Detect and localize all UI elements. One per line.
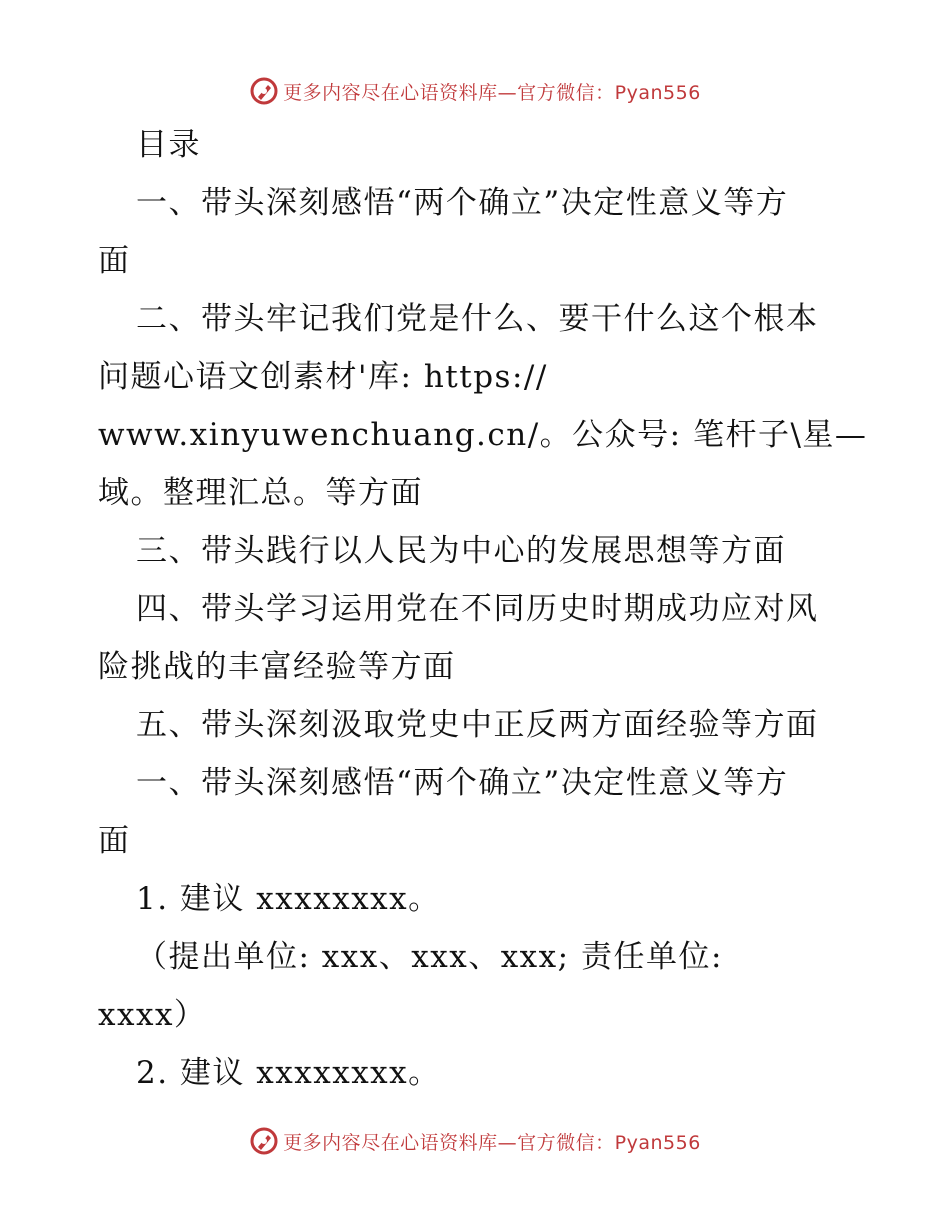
section-heading-1-cont: 面 bbox=[98, 823, 131, 859]
pen-circle-logo-icon bbox=[249, 76, 279, 106]
toc-item-1: 一、带头深刻感悟“两个确立”决定性意义等方 bbox=[136, 185, 789, 221]
toc-item-3: 三、带头践行以人民为中心的发展思想等方面 bbox=[136, 533, 786, 569]
section-heading-1: 一、带头深刻感悟“两个确立”决定性意义等方 bbox=[136, 765, 789, 801]
document-body bbox=[98, 116, 868, 1102]
pen-circle-logo-icon bbox=[249, 1126, 279, 1156]
toc-heading: 目录 bbox=[136, 127, 201, 163]
suggestion-1-units-cont: xxxx） bbox=[98, 997, 207, 1033]
suggestion-1-units: （提出单位: xxx、xxx、xxx; 责任单位: bbox=[136, 939, 723, 975]
suggestion-1: 1. 建议 xxxxxxxx。 bbox=[136, 881, 441, 917]
footer-watermark bbox=[0, 1121, 950, 1161]
header-watermark bbox=[0, 71, 950, 111]
toc-item-4-cont: 险挑战的丰富经验等方面 bbox=[98, 649, 456, 685]
toc-item-2-cont-2: www.xinyuwenchuang.cn/。公众号: 笔杆子\星— bbox=[98, 417, 868, 453]
watermark-text: 更多内容尽在心语资料库—官方微信：Pyan556 bbox=[283, 1131, 701, 1154]
suggestion-2: 2. 建议 xxxxxxxx。 bbox=[136, 1055, 441, 1091]
toc-item-2-cont-1: 问题心语文创素材'库: https:// bbox=[98, 359, 548, 395]
toc-item-2: 二、带头牢记我们党是什么、要干什么这个根本 bbox=[136, 301, 819, 337]
watermark-text: 更多内容尽在心语资料库—官方微信：Pyan556 bbox=[283, 81, 701, 104]
toc-item-2-cont-3: 域。整理汇总。等方面 bbox=[98, 475, 423, 511]
toc-item-5: 五、带头深刻汲取党史中正反两方面经验等方面 bbox=[136, 707, 819, 743]
toc-item-1-cont: 面 bbox=[98, 243, 131, 279]
toc-item-4: 四、带头学习运用党在不同历史时期成功应对风 bbox=[136, 591, 819, 627]
